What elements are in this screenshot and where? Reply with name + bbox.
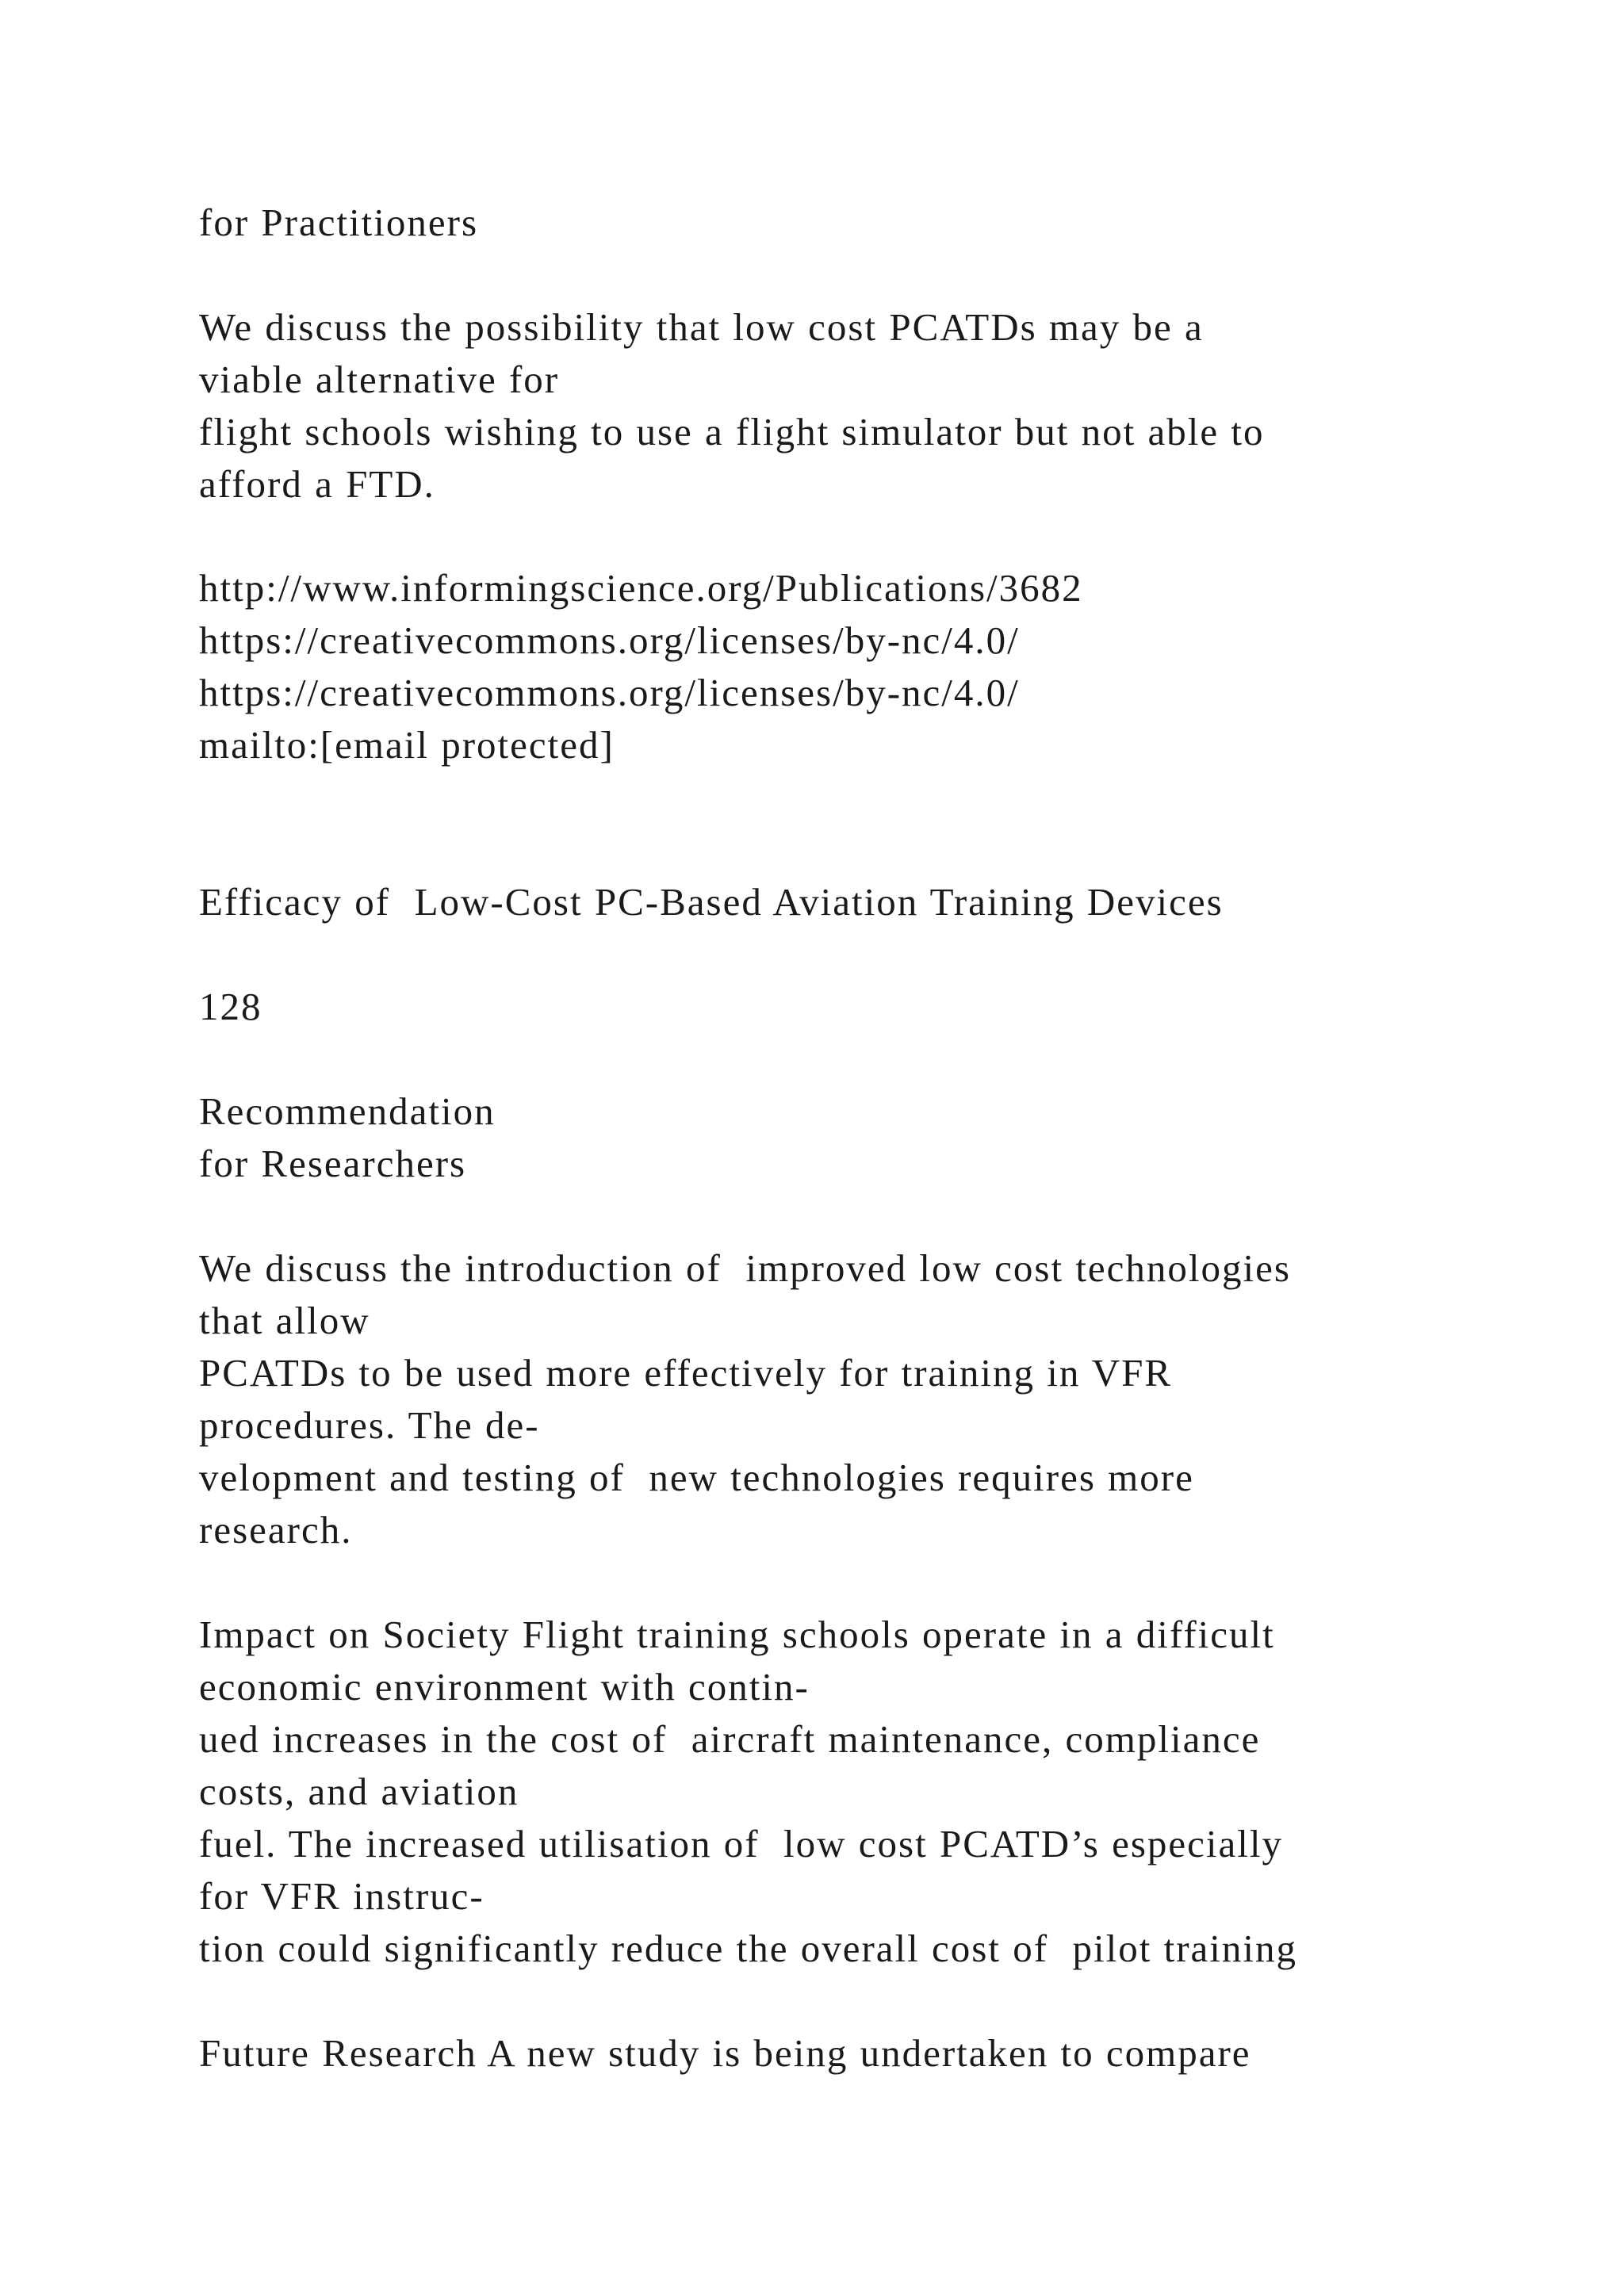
body-text-line: economic environment with contin- [199, 1665, 810, 1709]
body-text-line: PCATDs to be used more effectively for training in VFR [199, 1351, 1173, 1395]
body-text-line: for VFR instruc- [199, 1874, 485, 1918]
url-line: https://creativecommons.org/licenses/by-nc/4.0/ [199, 618, 1020, 662]
body-text-line: We discuss the introduction of improved low cost technologies [199, 1246, 1291, 1290]
body-text-line: research. [199, 1508, 353, 1552]
email-line: mailto:[email protected] [199, 723, 615, 767]
body-text-line: velopment and testing of new technologies requires more [199, 1456, 1194, 1499]
body-text-line: that allow [199, 1299, 370, 1342]
body-text-line: flight schools wishing to use a flight simulator but not able to [199, 410, 1265, 453]
body-text-line: Impact on Society Flight training schools operate in a difficult [199, 1613, 1275, 1656]
body-text-line: procedures. The de- [199, 1403, 540, 1447]
section-heading-line: Recommendation [199, 1089, 496, 1133]
url-line: https://creativecommons.org/licenses/by-nc/4.0/ [199, 671, 1020, 714]
body-text-line: afford a FTD. [199, 462, 435, 506]
page-number: 128 [199, 985, 262, 1028]
body-text-line: tion could significantly reduce the overall cost of pilot training [199, 1927, 1298, 1970]
section-heading-line: for Researchers [199, 1142, 467, 1185]
body-text-line: fuel. The increased utilisation of low cost PCATD’s especially [199, 1822, 1284, 1866]
body-text-line: ued increases in the cost of aircraft maintenance, compliance [199, 1717, 1261, 1761]
section-heading-line: for Practitioners [199, 201, 479, 244]
url-line: http://www.informingscience.org/Publications/3682 [199, 566, 1083, 610]
body-text-line: Future Research A new study is being undertaken to compare [199, 2031, 1251, 2075]
running-header: Efficacy of Low-Cost PC-Based Aviation Training Devices [199, 880, 1224, 924]
body-text-line: We discuss the possibility that low cost PCATDs may be a [199, 305, 1204, 349]
body-text-line: costs, and aviation [199, 1770, 519, 1813]
body-text-line: viable alternative for [199, 358, 560, 401]
